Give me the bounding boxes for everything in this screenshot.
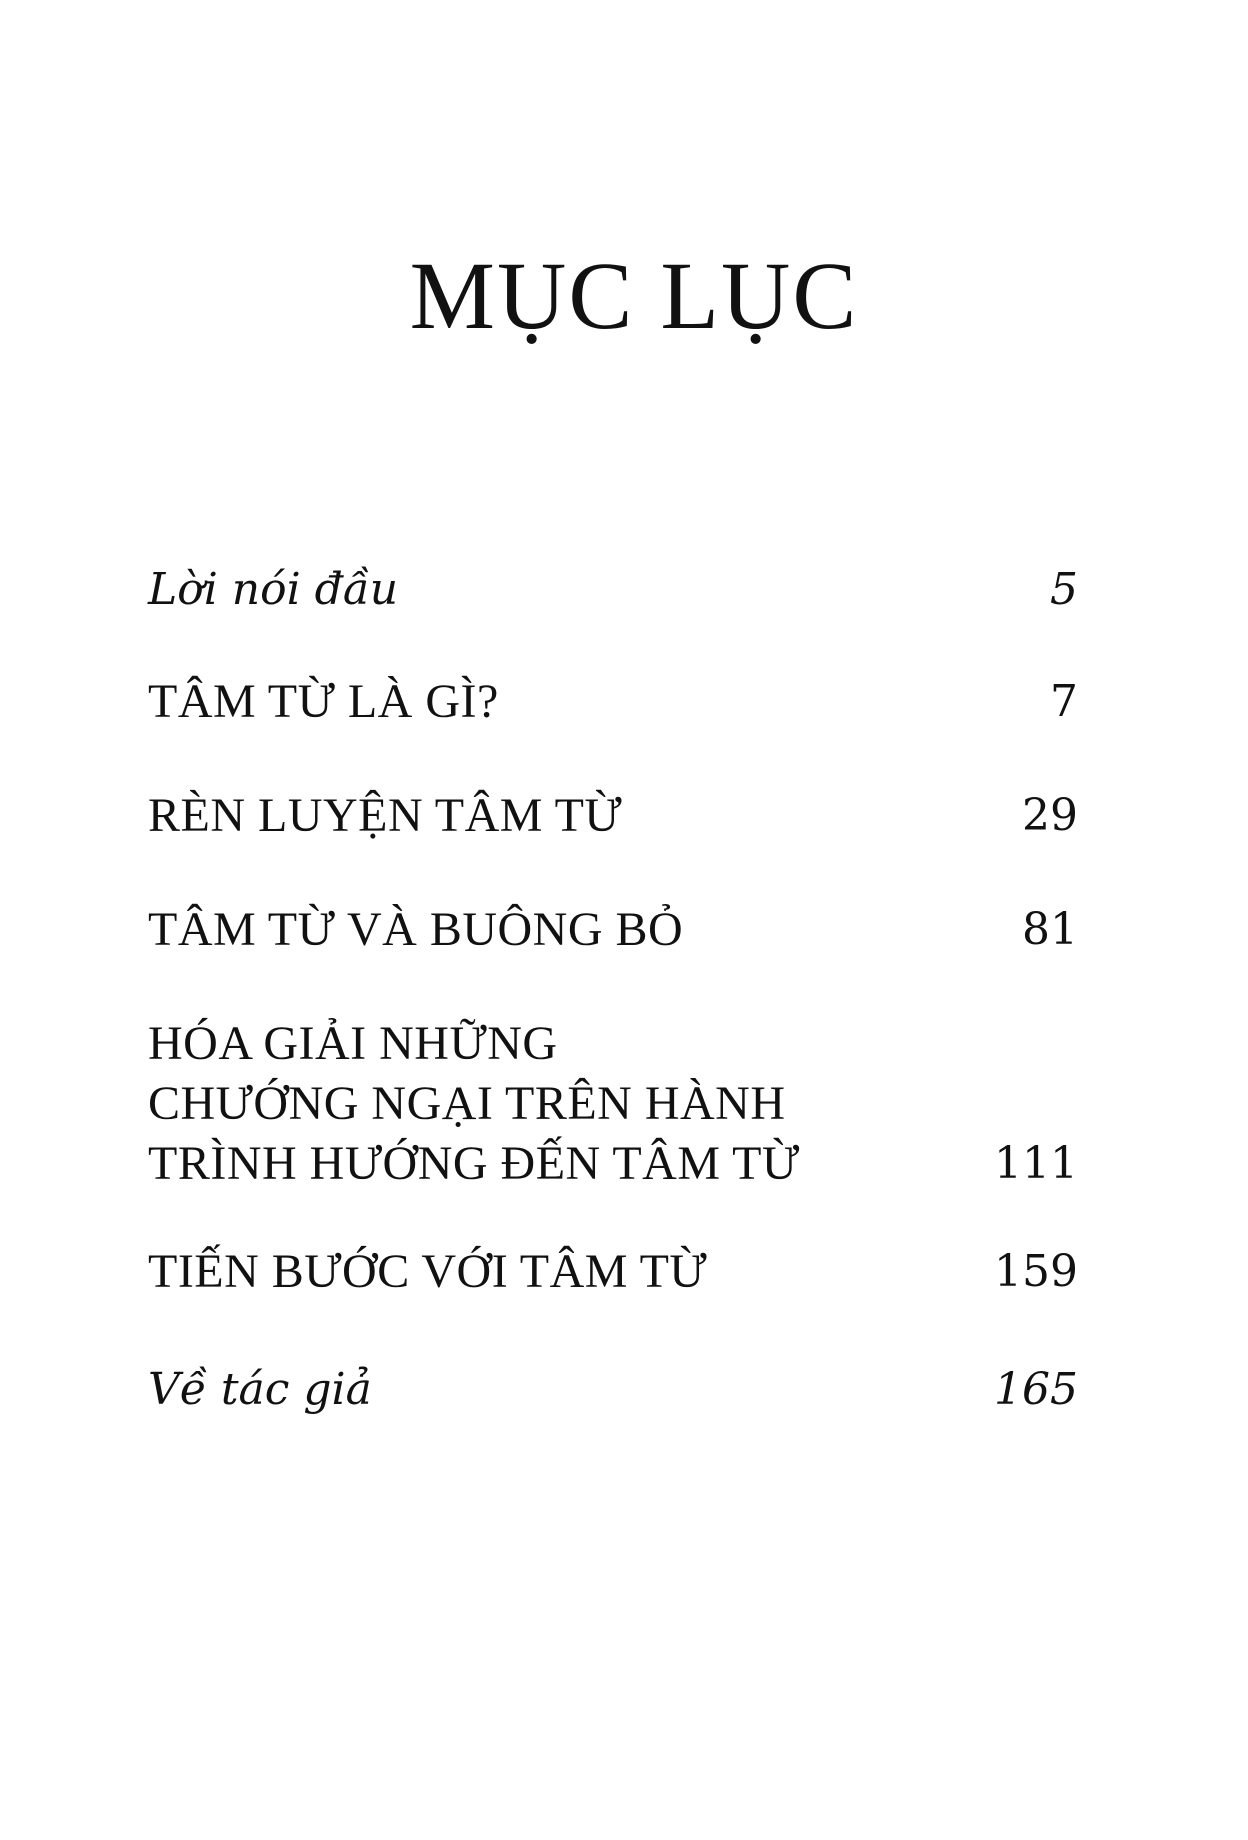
toc-entry-label: TÂM TỪ VÀ BUÔNG BỎ bbox=[148, 903, 684, 956]
toc-entry-page: 81 bbox=[1022, 904, 1078, 955]
toc-entry-chapter-4 bbox=[148, 1014, 1078, 1194]
toc-entry-chapter-5 bbox=[148, 1242, 1078, 1302]
toc-entry-label: RÈN LUYỆN TÂM TỪ bbox=[148, 789, 623, 842]
toc-entry-page: 165 bbox=[994, 1364, 1078, 1415]
toc-entry-page: 7 bbox=[1050, 676, 1078, 727]
toc-entry-label: HÓA GIẢI NHỮNG CHƯỚNG NGẠI TRÊN HÀNH TRÌNH HƯỚNG ĐẾN TÂM TỪ bbox=[148, 1017, 800, 1190]
toc-entry-page: 159 bbox=[994, 1246, 1078, 1297]
toc-entry-page: 111 bbox=[994, 1138, 1078, 1189]
toc-entry-page: 29 bbox=[1022, 790, 1078, 841]
toc-entry-chapter-1 bbox=[148, 672, 1078, 732]
toc-entry-preface bbox=[148, 560, 1078, 620]
toc-entry-about-author bbox=[148, 1360, 1078, 1420]
toc-entry-chapter-2 bbox=[148, 786, 1078, 846]
toc-entry-label: TÂM TỪ LÀ GÌ? bbox=[148, 675, 499, 728]
toc-entry-chapter-3 bbox=[148, 900, 1078, 960]
toc-entry-label: Về tác giả bbox=[148, 1364, 372, 1415]
toc-entry-page: 5 bbox=[1050, 564, 1078, 615]
toc-entry-label: TIẾN BƯỚC VỚI TÂM TỪ bbox=[148, 1245, 708, 1298]
page-title: MỤC LỤC bbox=[409, 242, 859, 349]
toc-entry-label: Lời nói đầu bbox=[148, 564, 399, 615]
